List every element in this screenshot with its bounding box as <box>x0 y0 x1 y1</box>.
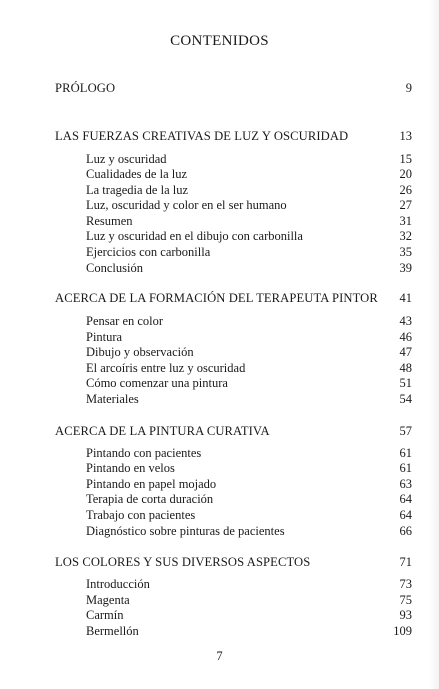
toc-section-1[interactable] <box>0 128 439 144</box>
toc-section-title: ACERCA DE LA PINTURA CURATIVA <box>55 424 270 438</box>
toc-page-number: 41 <box>399 291 412 305</box>
toc-page-number: 71 <box>399 555 412 569</box>
page-title: CONTENIDOS <box>170 33 269 49</box>
toc-page-number: 63 <box>399 477 412 491</box>
toc-page-number: 43 <box>399 314 412 328</box>
toc-entry-title: Magenta <box>86 593 130 607</box>
toc-page-number: 39 <box>399 261 412 275</box>
toc-section-title: LOS COLORES Y SUS DIVERSOS ASPECTOS <box>55 555 311 569</box>
toc-page-number: 15 <box>399 152 412 166</box>
toc-entry[interactable] <box>0 476 439 492</box>
toc-entry-title: La tragedia de la luz <box>86 183 189 197</box>
toc-section-title: PRÓLOGO <box>55 81 116 95</box>
toc-entry-title: Trabajo con pacientes <box>86 508 196 522</box>
toc-page-number: 9 <box>405 81 412 95</box>
toc-page-number: 46 <box>399 330 412 344</box>
toc-entry-title: Diagnóstico sobre pinturas de pacientes <box>86 524 285 538</box>
toc-page-number: 61 <box>399 461 412 475</box>
toc-entry-title: Cualidades de la luz <box>86 167 188 181</box>
toc-entry-title: Materiales <box>86 392 139 406</box>
toc-entry-title: Cómo comenzar una pintura <box>86 376 228 390</box>
toc-page-number: 20 <box>399 167 412 181</box>
toc-entry-title: Pintando en papel mojado <box>86 477 217 491</box>
toc-entry-title: Luz y oscuridad <box>86 152 167 166</box>
toc-entry-title: Carmín <box>86 608 124 622</box>
toc-page-number: 51 <box>399 376 412 390</box>
toc-entry-title: Pensar en color <box>86 314 164 328</box>
toc-entry[interactable] <box>0 344 439 360</box>
toc-entry[interactable] <box>0 445 439 461</box>
toc-entry-title: Pintura <box>86 330 123 344</box>
toc-section-title: LAS FUERZAS CREATIVAS DE LUZ Y OSCURIDAD <box>55 129 349 143</box>
toc-entry[interactable] <box>0 197 439 213</box>
toc-entry[interactable] <box>0 260 439 276</box>
toc-page-number: 61 <box>399 446 412 460</box>
toc-page-number: 64 <box>399 492 412 506</box>
toc-page-number: 13 <box>399 129 412 143</box>
toc-section-4[interactable] <box>0 554 439 570</box>
toc-entry[interactable] <box>0 313 439 329</box>
toc-page-number: 26 <box>399 183 412 197</box>
toc-page-number: 47 <box>399 345 412 359</box>
toc-entry[interactable] <box>0 391 439 407</box>
toc-entry-title: Resumen <box>86 214 133 228</box>
toc-page-number: 57 <box>399 424 412 438</box>
toc-entry[interactable] <box>0 151 439 167</box>
toc-entry[interactable] <box>0 244 439 260</box>
toc-page-number: 35 <box>399 245 412 259</box>
toc-entry-title: Conclusión <box>86 261 143 275</box>
toc-entry-title: Luz, oscuridad y color en el ser humano <box>86 198 287 212</box>
toc-entry[interactable] <box>0 491 439 507</box>
toc-entry[interactable] <box>0 182 439 198</box>
toc-page-number: 109 <box>393 624 412 638</box>
toc-entry[interactable] <box>0 460 439 476</box>
toc-entry-title: Dibujo y observación <box>86 345 194 359</box>
toc-entry-title: Luz y oscuridad en el dibujo con carbonilla <box>86 229 303 243</box>
toc-page-number: 64 <box>399 508 412 522</box>
toc-prologue[interactable] <box>0 80 439 96</box>
toc-page-number: 75 <box>399 593 412 607</box>
toc-entry-title: Bermellón <box>86 624 139 638</box>
toc-entry[interactable] <box>0 228 439 244</box>
toc-entry[interactable] <box>0 607 439 623</box>
toc-section-3[interactable] <box>0 423 439 439</box>
toc-section-2[interactable] <box>0 290 439 306</box>
toc-entry[interactable] <box>0 375 439 391</box>
toc-entry-title: Introducción <box>86 577 150 591</box>
toc-page-number: 73 <box>399 577 412 591</box>
toc-entry[interactable] <box>0 213 439 229</box>
toc-entry[interactable] <box>0 329 439 345</box>
toc-entry[interactable] <box>0 576 439 592</box>
toc-section-title: ACERCA DE LA FORMACIÓN DEL TERAPEUTA PINTOR <box>55 291 378 305</box>
toc-page-number: 27 <box>399 198 412 212</box>
toc-entry[interactable] <box>0 360 439 376</box>
toc-page-number: 48 <box>399 361 412 375</box>
toc-page-number: 66 <box>399 524 412 538</box>
toc-page-number: 93 <box>399 608 412 622</box>
toc-entry-title: El arcoíris entre luz y oscuridad <box>86 361 246 375</box>
toc-entry[interactable] <box>0 523 439 539</box>
toc-entry[interactable] <box>0 507 439 523</box>
toc-page-number: 31 <box>399 214 412 228</box>
page-folio: 7 <box>216 649 223 663</box>
toc-entry[interactable] <box>0 592 439 608</box>
toc-entry-title: Pintando en velos <box>86 461 175 475</box>
toc-entry[interactable] <box>0 623 439 639</box>
toc-entry-title: Ejercicios con carbonilla <box>86 245 211 259</box>
toc-entry[interactable] <box>0 166 439 182</box>
toc-page-number: 32 <box>399 229 412 243</box>
toc-entry-title: Pintando con pacientes <box>86 446 202 460</box>
toc-entry-title: Terapia de corta duración <box>86 492 214 506</box>
toc-page-number: 54 <box>399 392 412 406</box>
